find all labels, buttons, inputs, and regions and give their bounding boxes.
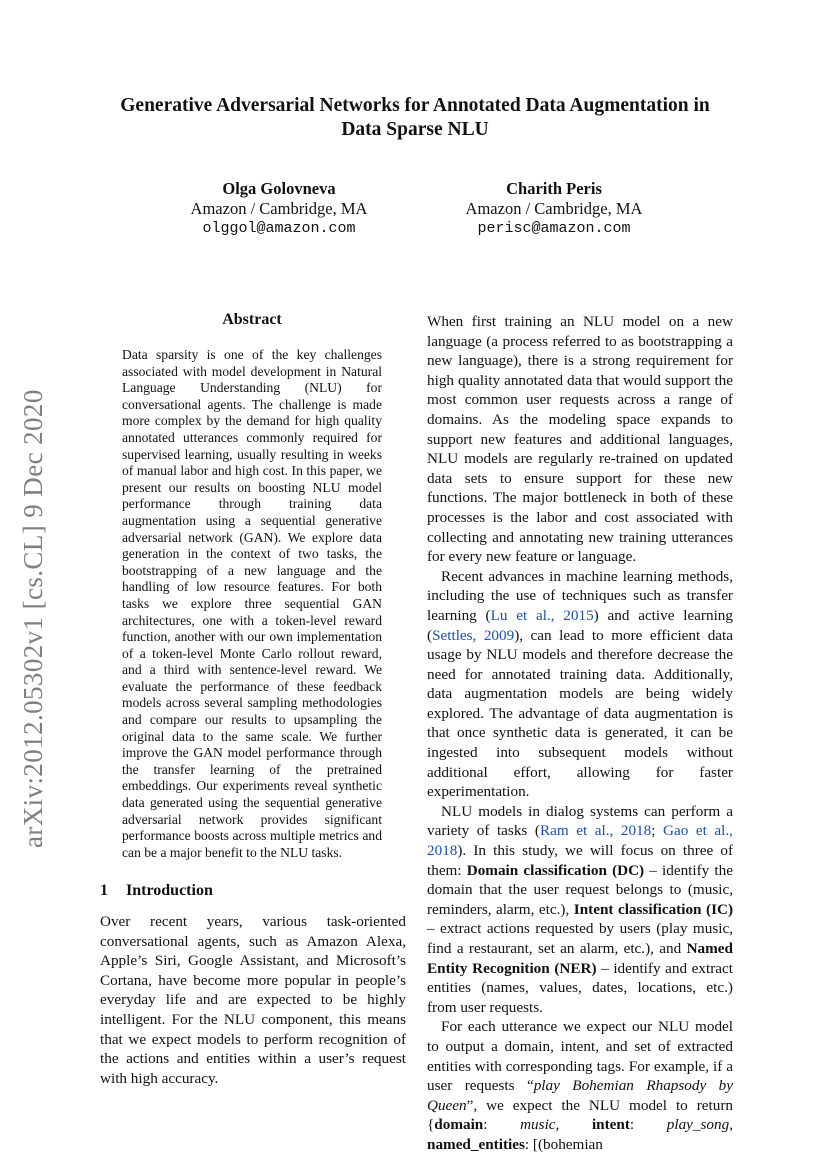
citation-link[interactable]: Ram et al., 2018 (539, 822, 652, 840)
author-block-2 (424, 179, 684, 239)
author-block-1 (149, 179, 409, 239)
citation-link[interactable]: Lu et al., 2015 (490, 606, 594, 624)
term-intent-classification: Intent classification (IC) (573, 900, 733, 918)
author-email[interactable]: perisc@amazon.com (477, 220, 631, 237)
paragraph-example: For each utterance we expect our NLU model to output a domain, intent, and set of extracted entities with corresponding tags. For example, if a user requests “play Bohemian Rhapsody by Queen”, we expect the NLU model to return {domain: music, intent: play_song, named_entities: [(bohemian (427, 1018, 733, 1153)
paragraph-recent-advances: Recent advances in machine learning methods, including the use of techniques such as transfer learning (Lu et al., 2015) and active learning (Settles, 2009), can lead to more efficient data usage by NLU models and therefore decrease the need for annotated training data. Additionally, data augmentation models are being widely explored. The advantage of data augmentation is that once synthetic data is generated, it can be ingested into subsequent models without additional effort, allowing for faster experimentation. (427, 567, 733, 801)
term-named-entity-recognition: Named Entity Recognition (NER) (427, 940, 733, 977)
section-title: Introduction (126, 882, 213, 899)
citation-link[interactable]: Gao et al., 2018 (427, 822, 733, 860)
arxiv-identifier-stamp: arXiv:2012.05302v1 [cs.CL] 9 Dec 2020 (18, 389, 48, 848)
paragraph-nlu-tasks: NLU models in dialog systems can perform a variety of tasks (Ram et al., 2018; Gao et al., 2018). In this study, we will focus on three of them: Domain classification (DC) – identify the domain that the user request belongs to (music, reminders, alarm, etc.), Intent classification (IC) – extract actions requested by users (play music, find a restaurant, set an alarm, etc.), and Named Entity Recognition (NER) – identify and extract entities (names, values, dates, locations, etc.) from user requests. (427, 802, 733, 1016)
author-email[interactable]: olggol@amazon.com (202, 220, 356, 237)
paragraph-bootstrapping: When first training an NLU model on a new language (a process referred to as bootstrapping a new language), there is a strong requirement for high quality annotated data that would support the most common user requests across a range of domains. As the modeling space expands to support new features and additional languages, NLU models are regularly re-trained on updated data sets to ensure support for these new functions. The major bottleneck in both of these processes is the labor and cost associated with collecting and annotating new training utterances for every new feature or language. (427, 313, 733, 566)
paper-title (90, 94, 740, 142)
right-column (427, 312, 733, 1155)
title-line-1: Generative Adversarial Networks for Annotated Data Augmentation in (120, 95, 710, 116)
term-domain-classification: Domain classification (DC) (466, 861, 645, 879)
section-number: 1 (100, 882, 108, 899)
section-heading-introduction (100, 882, 213, 900)
author-name: Charith Peris (506, 179, 602, 198)
author-affiliation: Amazon / Cambridge, MA (190, 199, 368, 218)
author-affiliation: Amazon / Cambridge, MA (465, 199, 643, 218)
author-name: Olga Golovneva (222, 179, 336, 198)
citation-link[interactable]: Settles, 2009 (432, 626, 515, 644)
abstract-heading: Abstract (222, 311, 282, 328)
example-utterance: play Bohemian Rhapsody by Queen (427, 1077, 733, 1114)
title-line-2: Data Sparse NLU (341, 119, 489, 140)
abstract-text: Data sparsity is one of the key challenges associated with model development in Natural Language Understanding (NLU) for conversational agents. The challenge is made more complex by the demand for high quality annotated utterances commonly required for supervised learning, usually resulting in weeks of manual labor and high cost. In this paper, we present our results on boosting NLU model performance through training data augmentation using a sequential generative adversarial network (GAN). We explore data generation in the context of two tasks, the bootstrapping of a new language and the handling of low resource features. For both tasks we explore three sequential GAN architectures, one with a token-level reward function, another with our own implementation of a token-level Monte Carlo rollout reward, and a third with sentence-level reward. We evaluate the performance of these feedback models across several sampling methodologies and compare our results to upsampling the original data to the same scale. We further improve the GAN model performance through the transfer learning of the pretrained embeddings. Our experiments reveal synthetic data generated using the sequential generative adversarial network provides significant performance boosts across multiple metrics and can be a major benefit to the NLU tasks. (122, 347, 382, 860)
intro-paragraph-1: Over recent years, various task-oriented conversational agents, such as Amazon Alexa, Apple’s Siri, Google Assistant, and Microsoft’s Cortana, have become more popular in people’s everyday life and are expected to be highly intelligent. For the NLU component, this means that we expect models to perform recognition of the actions and entities within a user’s request with high accuracy. (100, 913, 406, 1087)
